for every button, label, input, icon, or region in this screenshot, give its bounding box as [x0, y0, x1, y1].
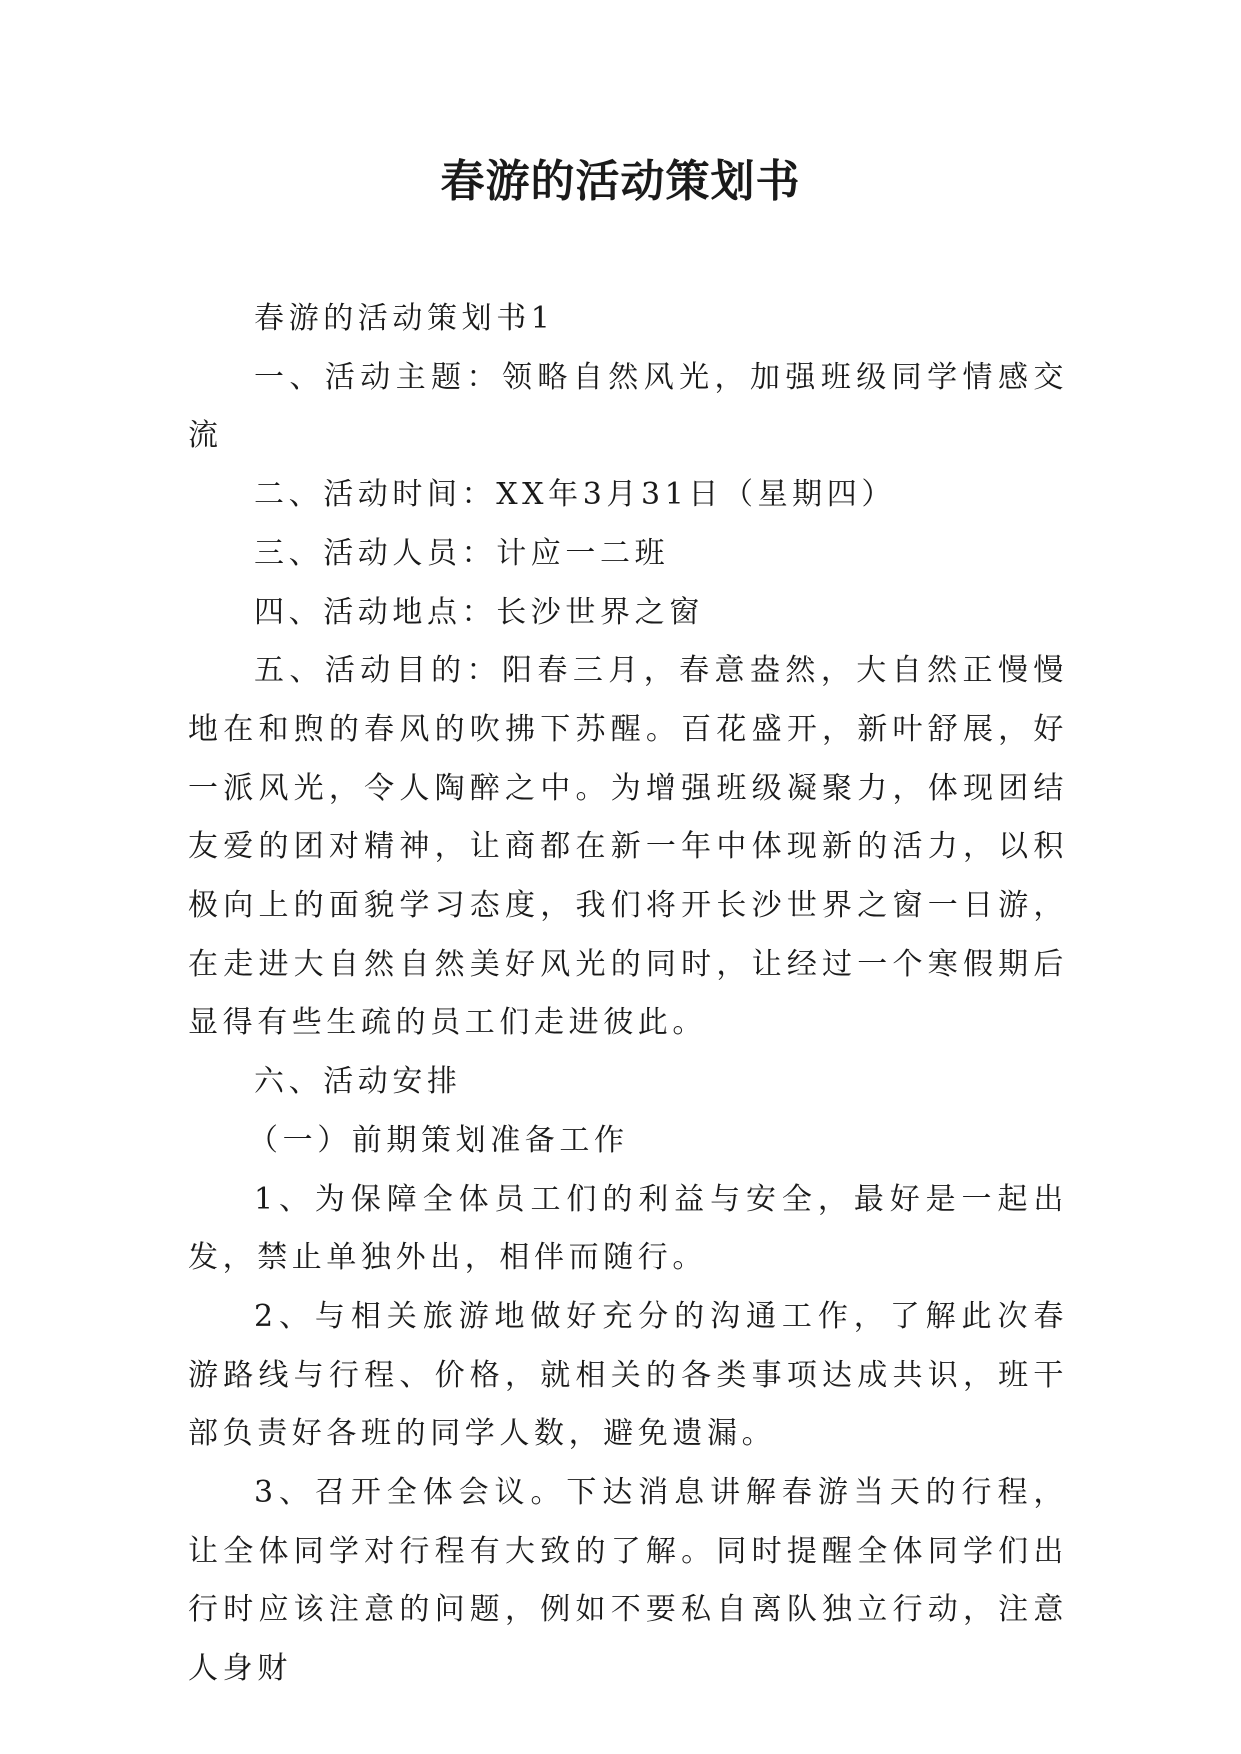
paragraph-arrangement: 六、活动安排 [254, 1064, 462, 1100]
paragraph-location: 四、活动地点：长沙世界之窗 [254, 594, 704, 630]
paragraph-purpose: 五、活动目的：阳春三月，春意盎然，大自然正慢慢地在和煦的春风的吹拂下苏醒。百花盛开，新叶舒展，好一派风光，令人陶醉之中。为增强班级凝聚力，体现团结友爱的团对精神，让商都在新一年中体现新的活力，以积极向上的面貌学习态度，我们将开长沙世界之窗一日游，在走进大自然自然美好风光的同时，让经过一个寒假期后显得有些生疏的员工们走进彼此。 [188, 653, 1068, 1041]
document-body [188, 290, 1068, 1699]
paragraph-heading: 春游的活动策划书1 [254, 301, 555, 336]
paragraph-time: 二、活动时间：XX年3月31日（星期四） [254, 477, 896, 513]
paragraph-item-3: 3、召开全体会议。下达消息讲解春游当天的行程，让全体同学对行程有大致的了解。同时提醒全体同学们出行时应该注意的问题，例如不要私自离队独立行动，注意人身财 [188, 1475, 1068, 1687]
paragraph-item-1: 1、为保障全体员工们的利益与安全，最好是一起出发，禁止单独外出，相伴而随行。 [188, 1181, 1068, 1276]
paragraph-participants: 三、活动人员：计应一二班 [254, 535, 670, 571]
document-title: 春游的活动策划书 [440, 156, 801, 207]
paragraph-item-2: 2、与相关旅游地做好充分的沟通工作，了解此次春游路线与行程、价格，就相关的各类事项达成共识，班干部负责好各班的同学人数，避免遗漏。 [188, 1298, 1068, 1452]
paragraph-preparation: （一）前期策划准备工作 [248, 1122, 629, 1158]
paragraph-theme: 一、活动主题：领略自然风光，加强班级同学情感交流 [188, 359, 1068, 454]
